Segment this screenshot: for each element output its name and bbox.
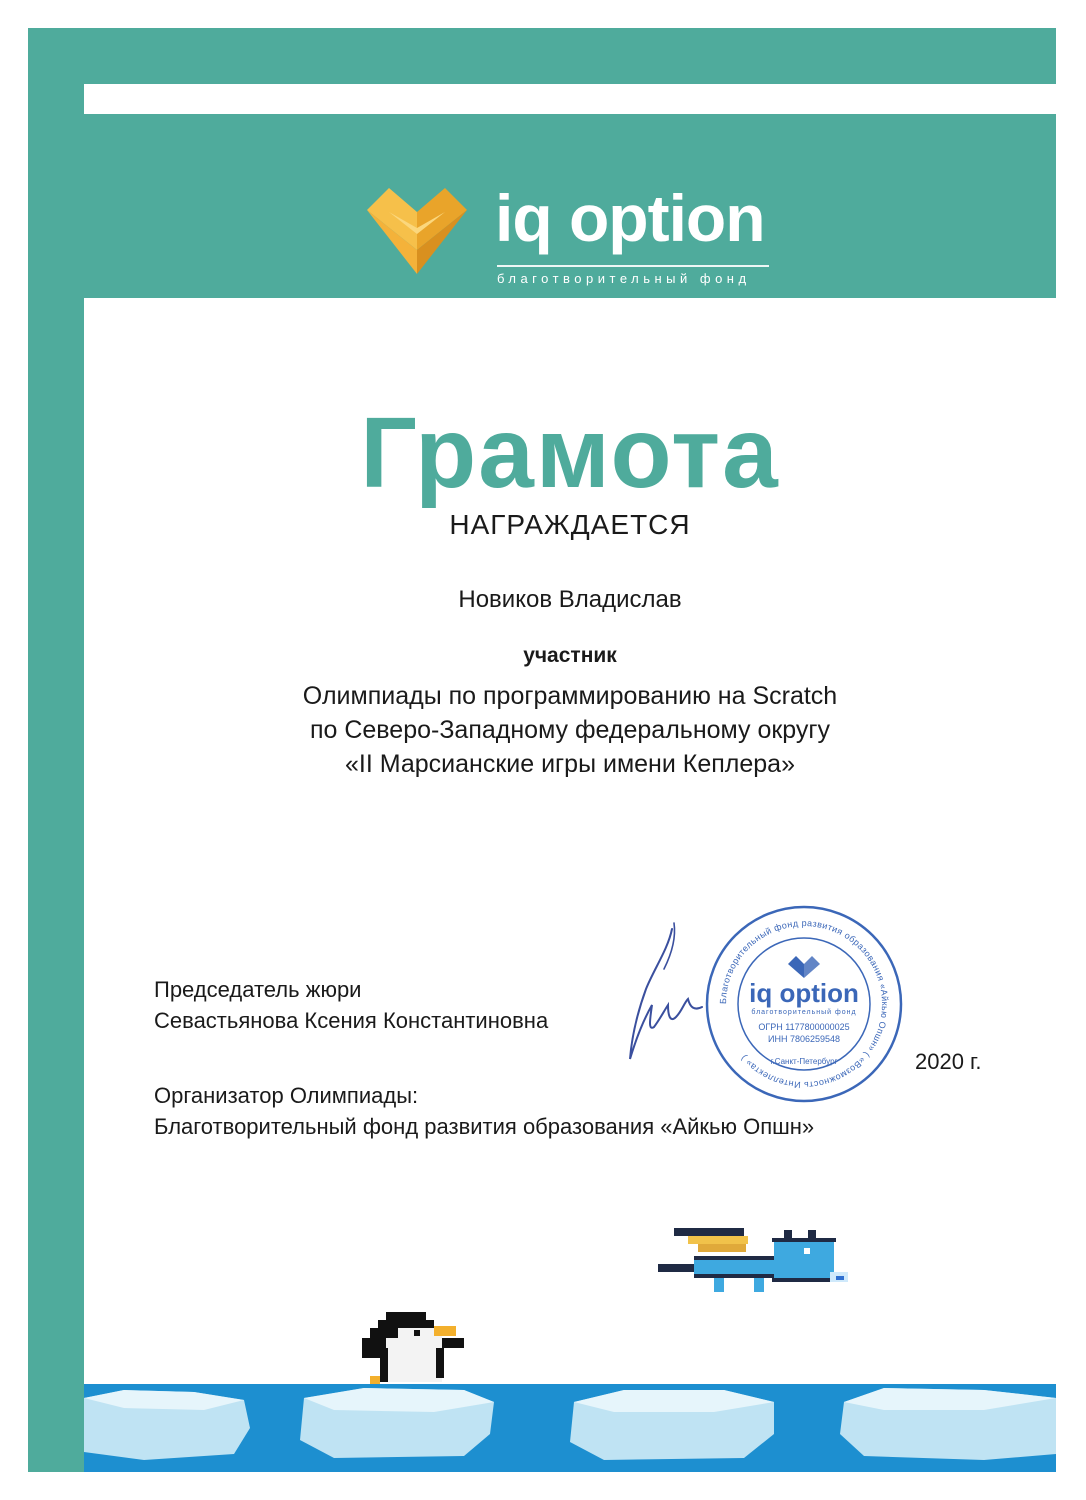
- event-description: [84, 679, 1056, 781]
- stamp-ogrn: ОГРН 1177800000025: [758, 1022, 850, 1032]
- organizer-block: [154, 1080, 814, 1142]
- event-line: Олимпиады по программированию на Scratch: [302, 682, 838, 710]
- jury-chair-block: [154, 974, 548, 1036]
- event-line: по Северо-Западному федеральному округу: [309, 716, 831, 744]
- ice-floe-icon: [300, 1388, 494, 1458]
- ice-floe-icon: [570, 1390, 774, 1460]
- logo-wordmark: iq option: [495, 181, 765, 255]
- logo-divider: [497, 265, 769, 267]
- jury-chair-name: Севастьянова Ксения Константиновна: [154, 1008, 549, 1033]
- foundation-logo: [367, 181, 787, 288]
- heart-logo-icon: [367, 188, 467, 274]
- stamp-ring-text: Благотворительный фонд развития образования «Айкью Опшн» ( «Возможность Интеллекта» ): [717, 917, 891, 1091]
- water-with-ice-floes: [84, 1384, 1056, 1472]
- logo-subtitle: благотворительный фонд: [497, 271, 751, 286]
- stamp-heart-icon: [788, 956, 820, 978]
- awarded-label: НАГРАЖДАЕТСЯ: [449, 509, 691, 540]
- stamp-logo-text: iq option: [749, 978, 859, 1008]
- event-line: «II Марсианские игры имени Кеплера»: [345, 750, 795, 778]
- pixel-dragon-icon: [654, 1222, 854, 1308]
- ice-floe-icon: [840, 1388, 1056, 1460]
- ice-floe-icon: [84, 1390, 250, 1460]
- certificate-year: 2020 г.: [915, 1049, 982, 1074]
- header-band: [84, 114, 1056, 298]
- stamp-city: г.Санкт-Петербург: [770, 1057, 838, 1066]
- certificate-sheet: [84, 84, 1056, 1472]
- jury-chair-label: Председатель жюри: [154, 977, 362, 1002]
- recipient-name: Новиков Владислав: [458, 586, 682, 613]
- certificate-frame: [28, 28, 1056, 1472]
- stamp-inn: ИНН 7806259548: [767, 1034, 841, 1044]
- certificate-title: Грамота: [360, 397, 780, 509]
- organization-stamp: [704, 904, 904, 1104]
- organizer-name: Благотворительный фонд развития образования «Айкью Опшн»: [154, 1114, 815, 1139]
- stamp-logo-subtitle: благотворительный фонд: [751, 1009, 857, 1016]
- organizer-label: Организатор Олимпиады:: [154, 1083, 419, 1108]
- recipient-role: участник: [523, 644, 617, 667]
- signature-icon: [624, 919, 714, 1069]
